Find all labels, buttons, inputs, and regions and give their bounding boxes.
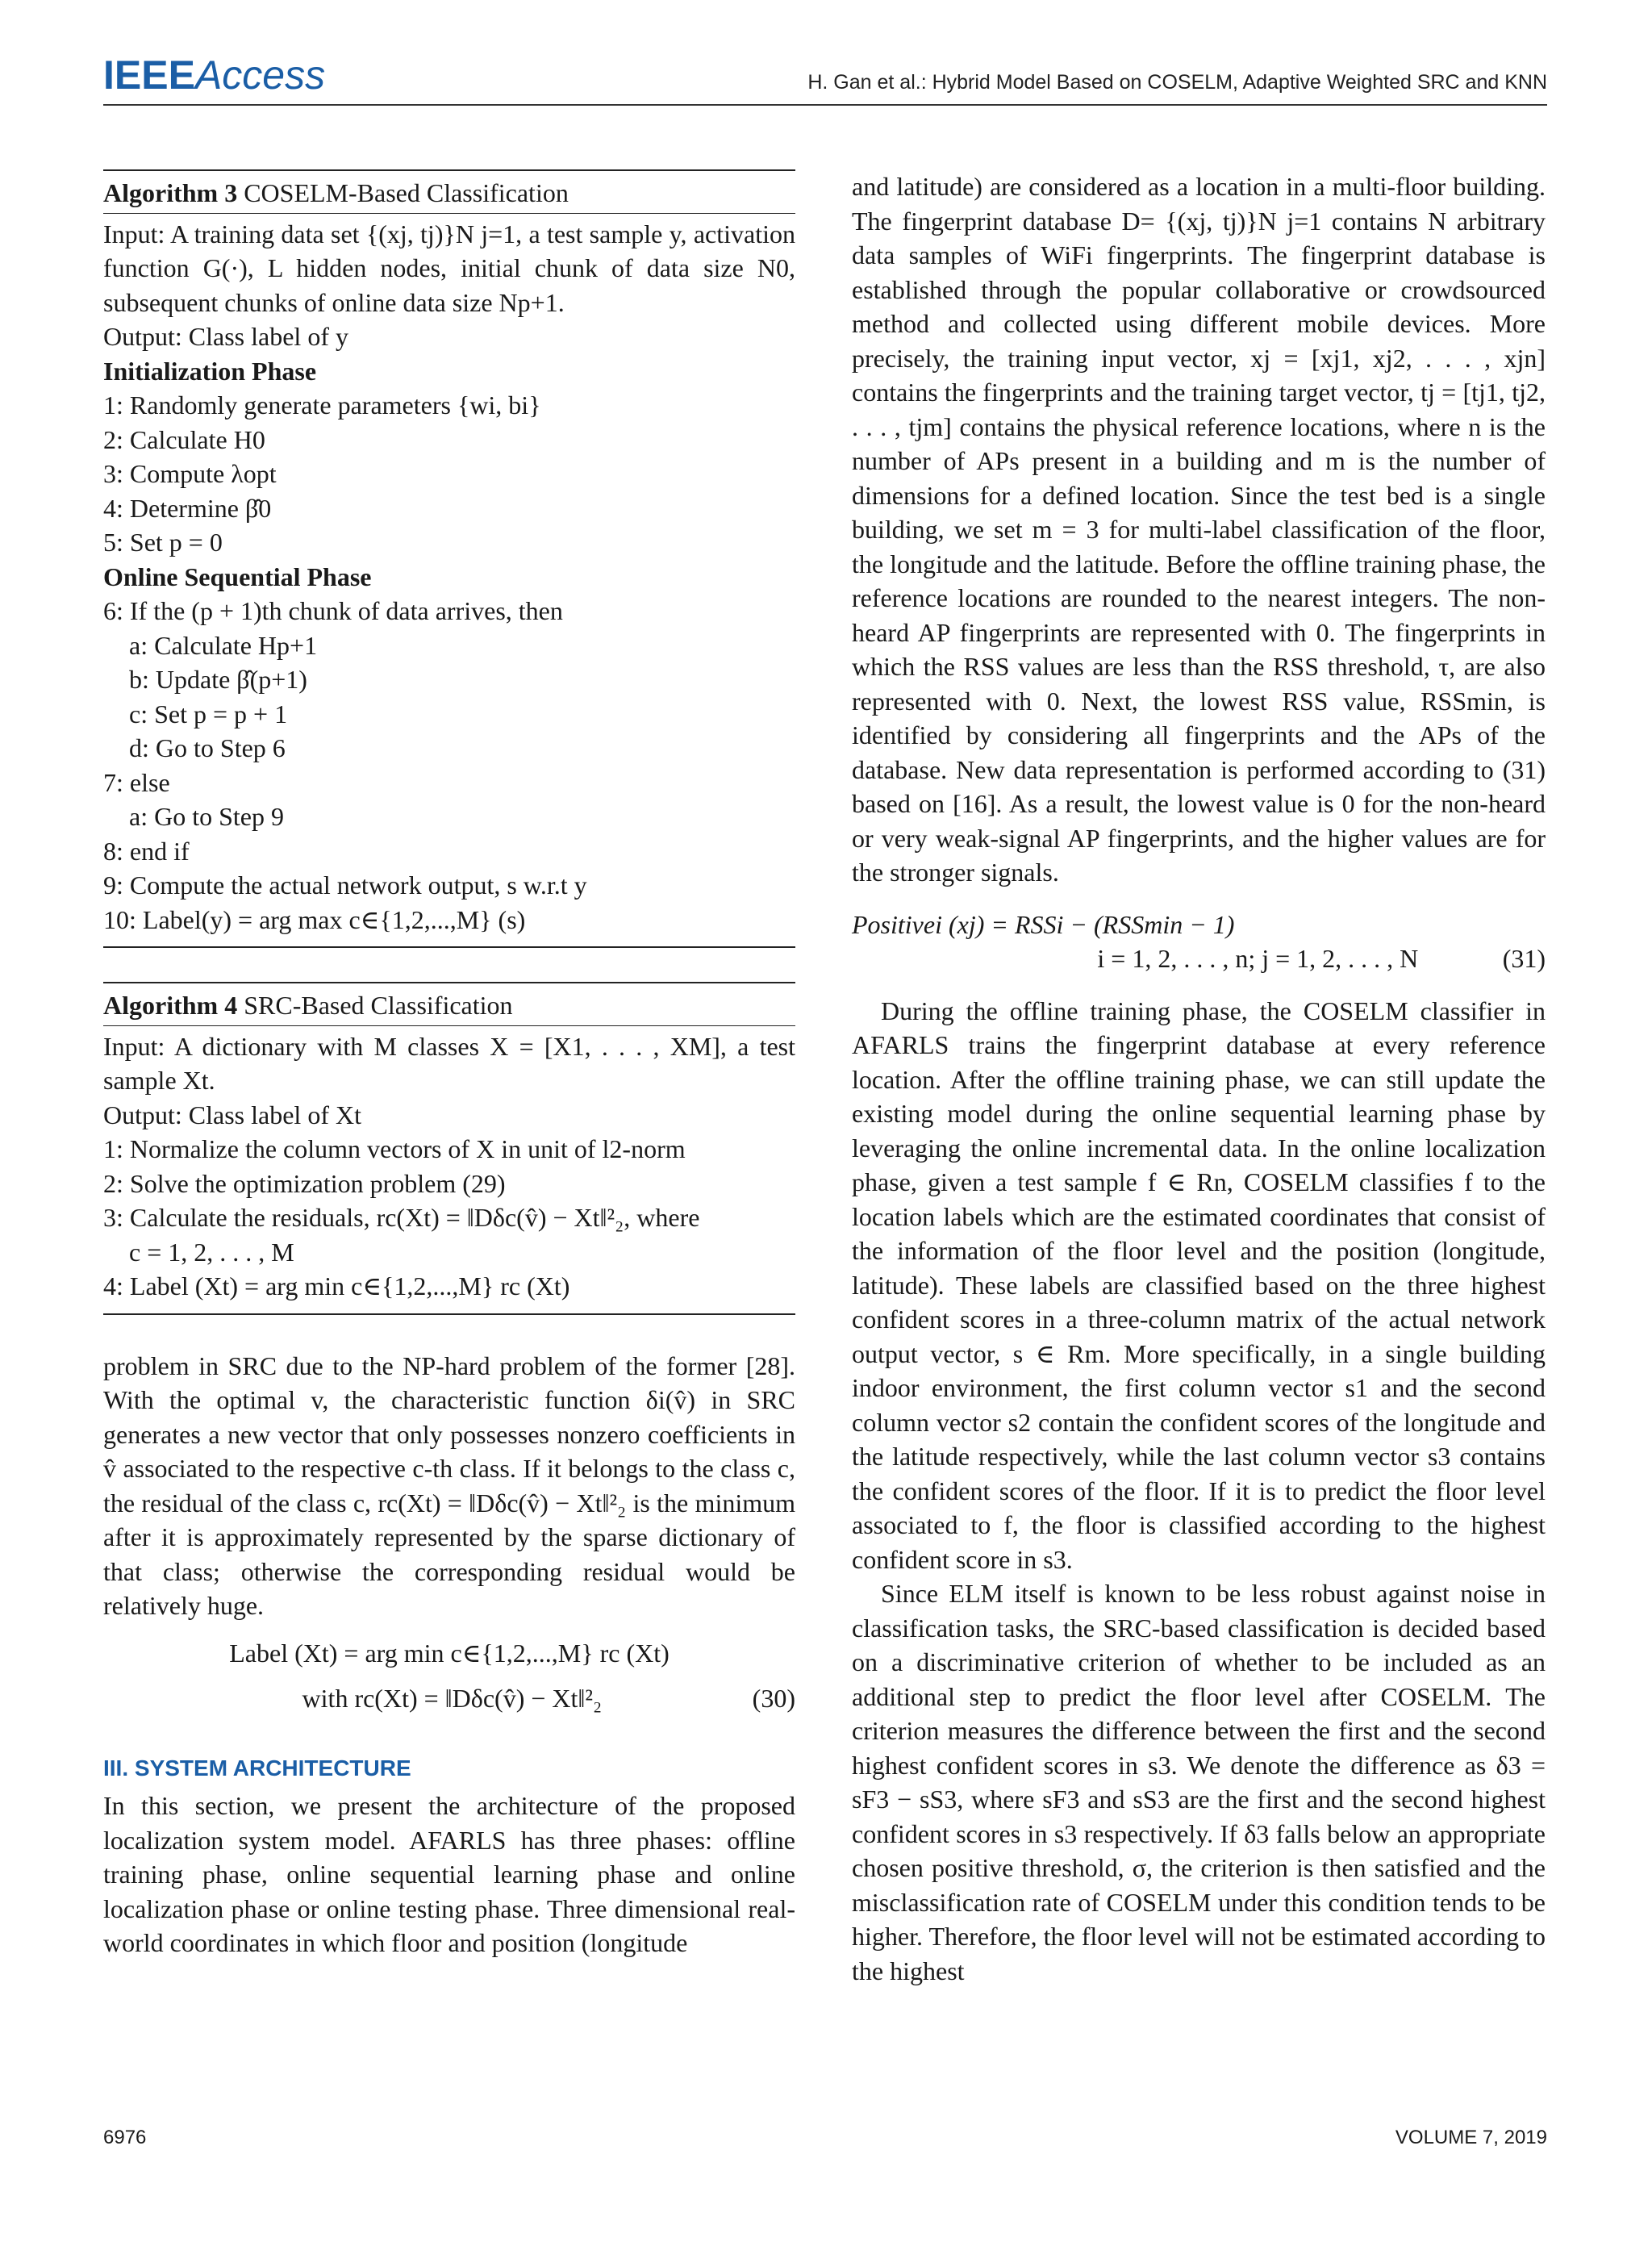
algo3-line: 3: Compute λopt xyxy=(103,459,277,488)
section-heading: III. SYSTEM ARCHITECTURE xyxy=(103,1755,411,1781)
algorithm-3-box xyxy=(103,169,795,948)
algo3-line: 7: else xyxy=(103,767,170,797)
logo-access: Access xyxy=(194,52,326,98)
equation-number: (31) xyxy=(1502,944,1546,973)
algo3-line: a: Go to Step 9 xyxy=(129,802,284,831)
journal-logo xyxy=(103,52,325,98)
algorithm-3-body xyxy=(103,214,795,947)
algorithm-4-body xyxy=(103,1026,795,1313)
equation-30-line1: Label (Xt) = arg min c∈{1,2,...,M} rc (Xt) xyxy=(229,1638,670,1668)
algorithm-4-box xyxy=(103,982,795,1315)
algo4-line: Output: Class label of Xt xyxy=(103,1100,361,1129)
logo-ieee: IEEE xyxy=(103,52,195,98)
algo3-line: 1: Randomly generate parameters {wi, bi} xyxy=(103,390,541,420)
algo3-line: 2: Calculate H0 xyxy=(103,424,265,454)
paragraph: In this section, we present the architecture of the proposed localization system model. AFARLS has three phases: offline training phase, online sequential learning phase and online localization phase or online testing phase. Three dimensional real-world coordinates in which floor and position (longitude xyxy=(103,1791,795,1957)
right-column xyxy=(852,169,1546,1988)
equation-31-line1: Positivei (xj) = RSSi − (RSSmin − 1) xyxy=(852,909,1235,939)
running-title: H. Gan et al.: Hybrid Model Based on COSELM, Adaptive Weighted SRC and KNN xyxy=(807,71,1547,94)
algo3-line: Input: A training data set {(xj, tj)}N j=1, a test sample y, activation function G(·), L hidden nodes, initial chunk of data size N0, subsequent chunks of online data size Np+1. xyxy=(103,219,795,317)
equation-number: (30) xyxy=(752,1684,795,1713)
algo3-line: 6: If the (p + 1)th chunk of data arrives, then xyxy=(103,596,563,625)
algo3-line: a: Calculate Hp+1 xyxy=(129,630,318,660)
algo3-line: b: Update β̂(p+1) xyxy=(129,665,307,694)
paragraph: During the offline training phase, the COSELM classifier in AFARLS trains the fingerprint database at every reference location. After the offline training phase, we can still update the existing model during the online sequential learning phase by leveraging the online incremental data. In the online localization phase, given a test sample f ∈ Rn, COSELM classifies f to the location labels which are the estimated coordinates that consist of the information of the floor level and the position (longitude, latitude). These labels are classified based on the three highest confident scores in a three-column matrix of the actual network output vector, s ∈ Rm. More specifically, in a single building indoor environment, the first column vector s1 and the second column vector s2 contain the confident scores of the longitude and the latitude respectively, while the last column vector s3 contains the confident scores of the floor. If it is to predict the floor level associated to f, the floor is classified according to the highest confident score in s3. xyxy=(852,996,1546,1574)
equation-30-line2: with rc(Xt) = ‖Dδc(v̂) − Xt‖²₂ xyxy=(302,1684,603,1713)
algorithm-4-title: Algorithm 4 SRC-Based Classification xyxy=(103,983,795,1026)
equation-30 xyxy=(103,1673,795,1724)
page-number: 6976 xyxy=(103,2127,147,2148)
volume-label: VOLUME 7, 2019 xyxy=(1395,2127,1547,2148)
algo3-line: 5: Set p = 0 xyxy=(103,528,223,557)
paragraph: problem in SRC due to the NP-hard problem of the former [28]. With the optimal v, the characteristic function δi(v̂) in SRC generates a new vector that only possesses nonzero coefficients in v̂ associated to the respective c-th class. If it belongs to the class c, the residual of the class c, rc(Xt) = ‖Dδc(v̂) − Xt‖²₂ is the minimum after it is approximately represented by the sparse dictionary of that class; otherwise the corresponding residual would be relatively huge. xyxy=(103,1351,795,1620)
algo3-line: 4: Determine β̂0 xyxy=(103,493,272,523)
header-rule xyxy=(103,104,1547,106)
algo4-line: c = 1, 2, . . . , M xyxy=(129,1237,294,1267)
algo3-line: Output: Class label of y xyxy=(103,322,348,351)
algo4-line: 2: Solve the optimization problem (29) xyxy=(103,1168,506,1198)
algo4-line: 1: Normalize the column vectors of X in unit of l2-norm xyxy=(103,1134,686,1163)
algo3-line: 8: end if xyxy=(103,836,190,866)
algo3-line: d: Go to Step 6 xyxy=(129,733,286,762)
algo4-line: 3: Calculate the residuals, rc(Xt) = ‖Dδc(v̂) − Xt‖²₂, where xyxy=(103,1203,700,1232)
algo3-line: 10: Label(y) = arg max c∈{1,2,...,M} (s) xyxy=(103,904,526,934)
algo3-line: c: Set p = p + 1 xyxy=(129,699,288,728)
equation-31 xyxy=(852,941,1546,994)
algo4-line: Input: A dictionary with M classes X = [X1, . . . , XM], a test sample Xt. xyxy=(103,1031,795,1095)
algorithm-3-title: Algorithm 3 COSELM-Based Classification xyxy=(103,171,795,214)
algo4-line: 4: Label (Xt) = arg min c∈{1,2,...,M} rc (Xt) xyxy=(103,1271,570,1300)
algo3-line: Online Sequential Phase xyxy=(103,562,372,591)
paragraph: and latitude) are considered as a location in a multi-floor building. The fingerprint database D= {(xj, tj)}N j=1 contains N arbitrary data samples of WiFi fingerprints. The fingerprint database is established through the popular collaborative or crowdsourced method and collected using different mobile devices. More precisely, the training input vector, xj = [xj1, xj2, . . . , xjn] contains the fingerprints and the training target vector, tj = [tj1, tj2, . . . , tjm] contains the physical reference locations, where n is the number of APs present in a building and m is the number of dimensions for a defined location. Since the test bed is a single building, we set m = 3 for multi-label classification of the floor, the longitude and the latitude. Before the offline training phase, the reference locations are rounded to the nearest integers. The non-heard AP fingerprints are represented with 0. The fingerprints in which the RSS values are less than the RSS threshold, τ, are also represented with 0. Next, the lowest RSS value, RSSmin, is identified by considering all fingerprints and the APs of the database. New data representation is performed according to (31) based on [16]. As a result, the lowest value is 0 for the non-heard or very weak-signal AP fingerprints, and the higher values are for the stronger signals. xyxy=(852,172,1546,887)
algo3-line: Initialization Phase xyxy=(103,356,317,386)
paragraph: Since ELM itself is known to be less robust against noise in classification tasks, the SRC-based classification is decided based on a discriminative criterion of whether to be included as an additional step to predict the floor level after COSELM. The criterion measures the difference between the first and the second highest confident scores in s3. We denote the difference as δ3 = sF3 − sS3, where sF3 and sS3 are the first and the second highest confident scores in s3 respectively. If δ3 falls below an appropriate chosen positive threshold, σ, the criterion is then satisfied and the misclassification rate of COSELM under this condition tends to be higher. Therefore, the floor level will not be estimated according to the highest xyxy=(852,1579,1546,1985)
algo3-line: 9: Compute the actual network output, s w.r.t y xyxy=(103,870,587,900)
equation-31-line2: i = 1, 2, . . . , n; j = 1, 2, . . . , N xyxy=(1097,944,1419,973)
left-column xyxy=(103,169,795,1960)
